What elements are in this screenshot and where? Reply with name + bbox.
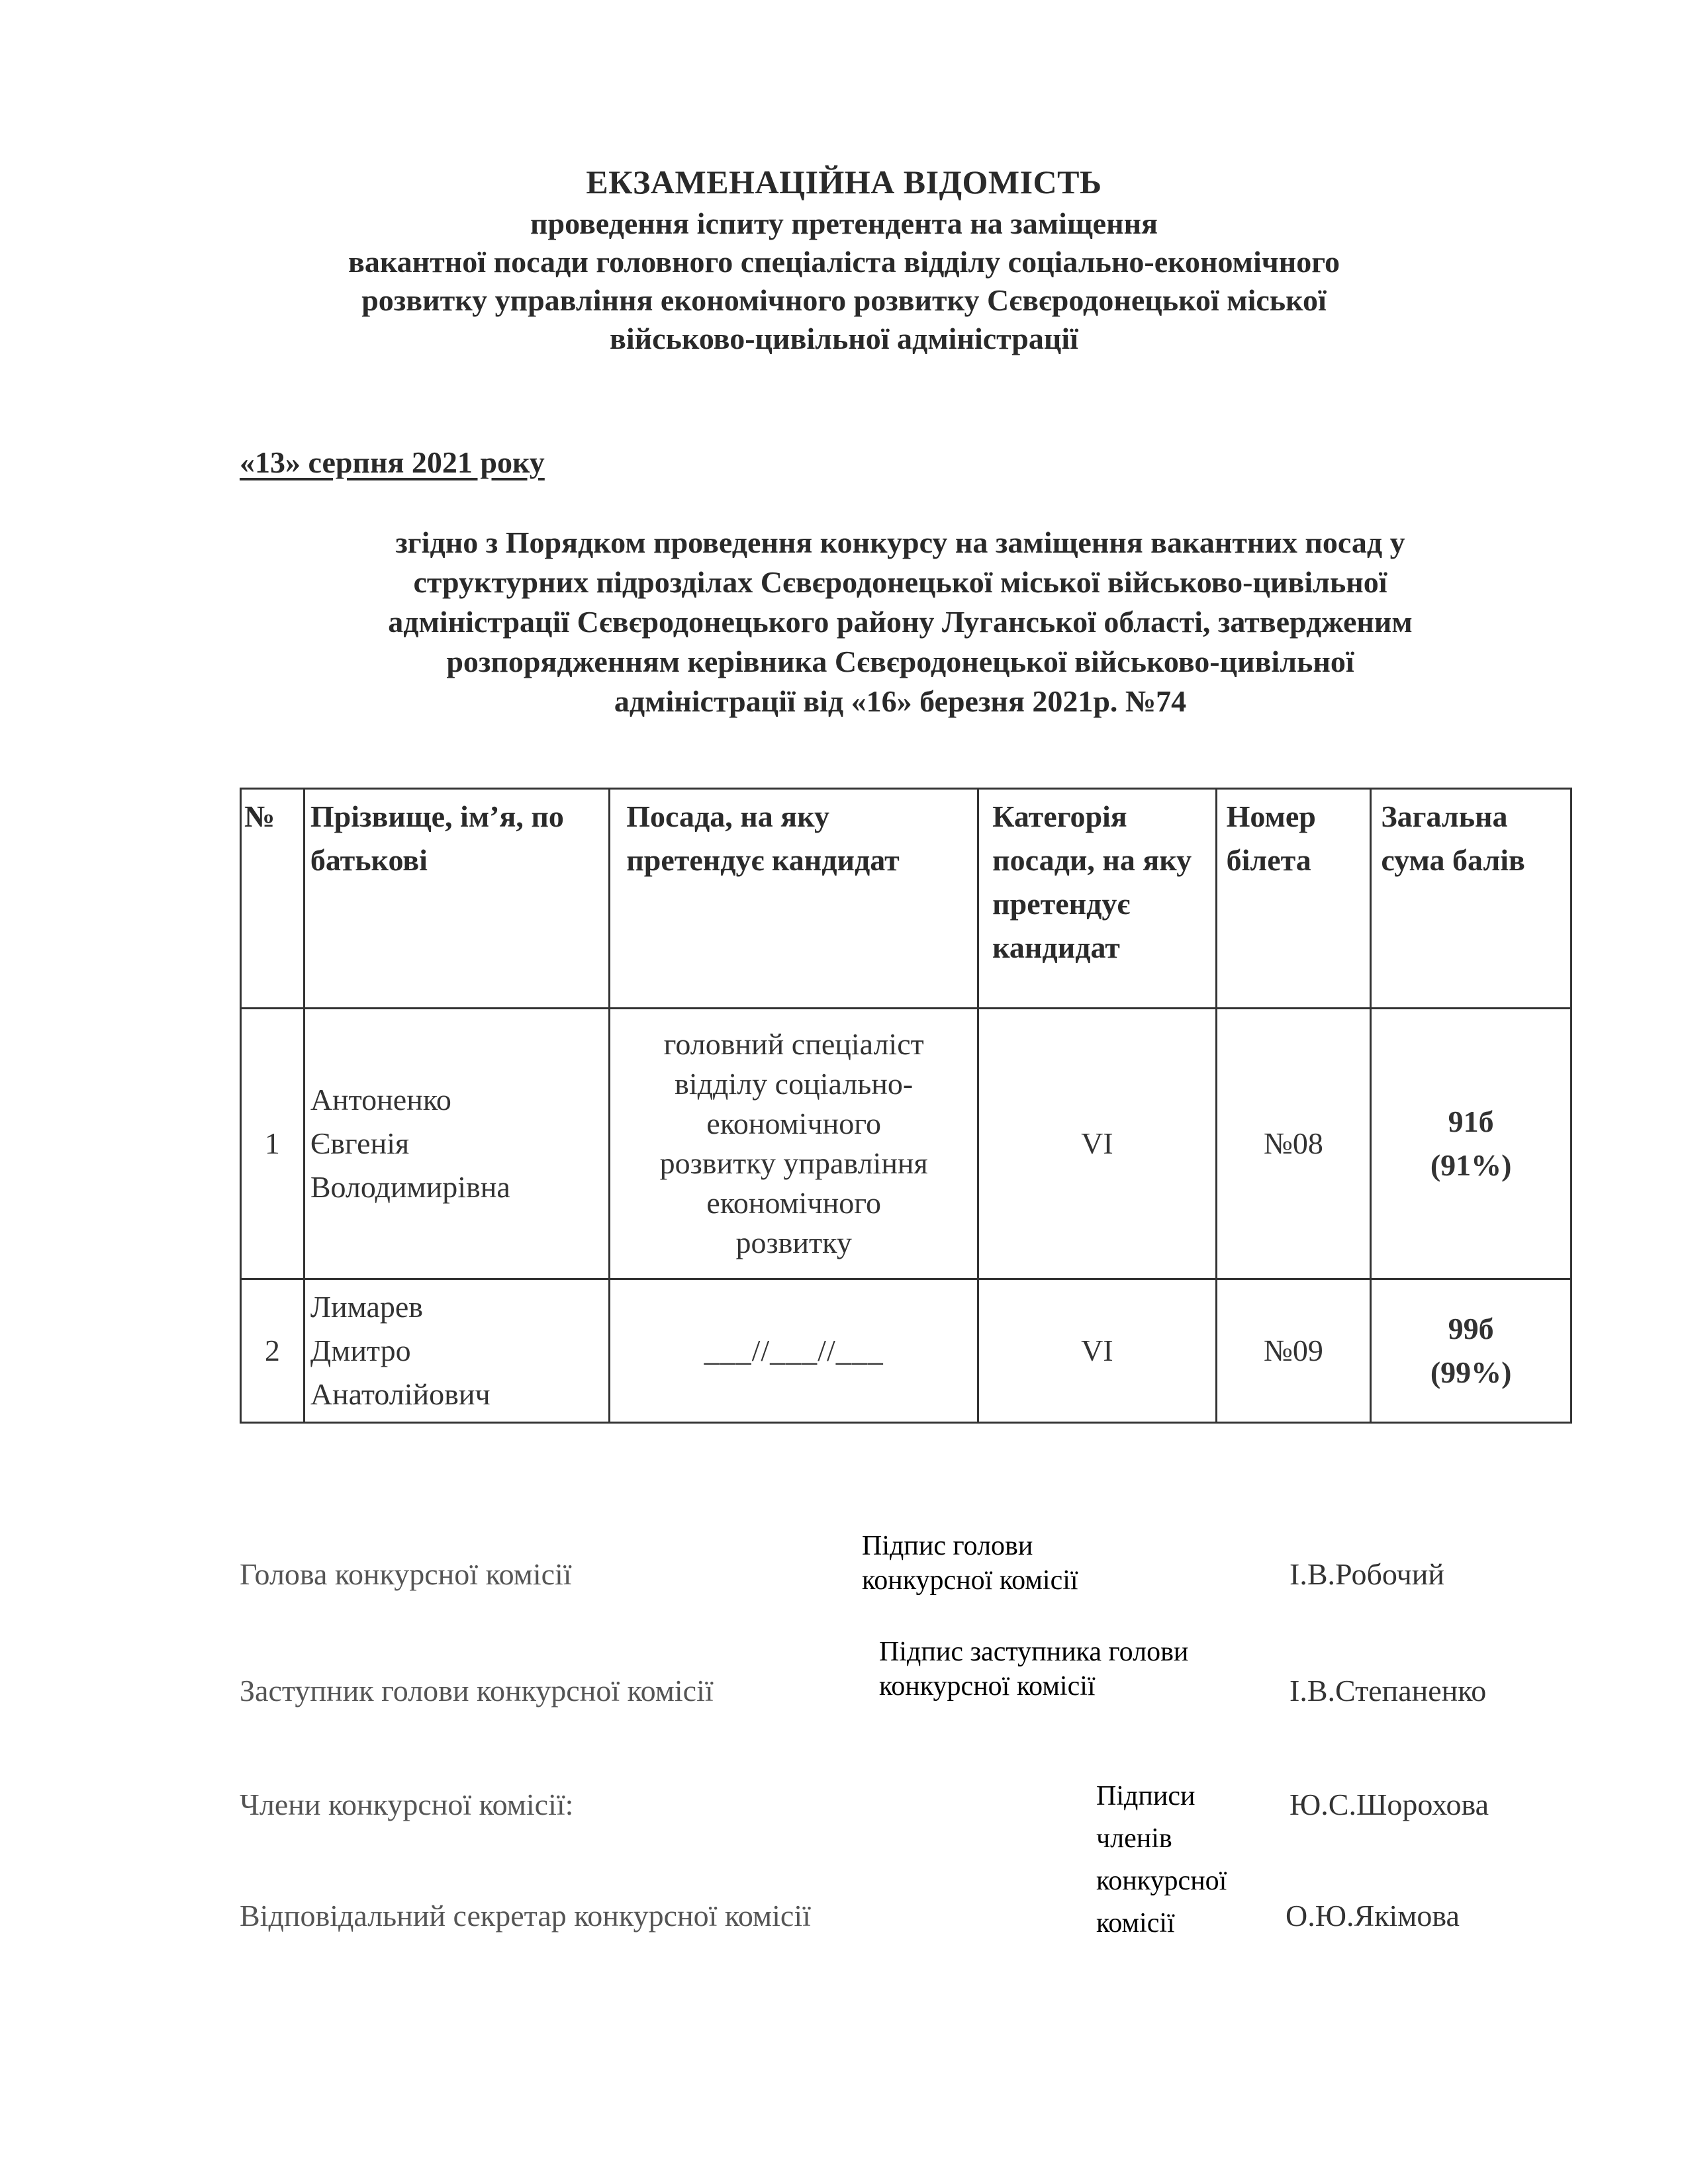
position-line: економічного	[706, 1107, 881, 1140]
subtitle-line: військово-цивільної адміністрації	[610, 322, 1078, 355]
score-points: 91б	[1448, 1105, 1494, 1138]
cell-category: VI	[978, 1279, 1217, 1423]
header-number: №	[241, 789, 305, 1009]
signature-name-deputy: І.В.Степаненко	[1289, 1674, 1487, 1707]
cell-position	[610, 1009, 978, 1279]
caption-line: комісії	[1096, 1908, 1175, 1938]
basis-line: адміністрації Сєвєродонецького району Луганської області, затвердженим	[388, 605, 1413, 639]
name-line: Лимарев	[310, 1290, 423, 1324]
signature-caption-members	[1096, 1775, 1227, 1944]
table-row	[241, 1279, 1571, 1423]
header-position: Посада, на яку претендує кандидат	[610, 789, 978, 1009]
position-line: розвитку управління	[659, 1146, 928, 1180]
basis-line: згідно з Порядком проведення конкурсу на заміщення вакантних посад у	[395, 525, 1405, 559]
document-title: ЕКЗАМЕНАЦІЙНА ВІДОМІСТЬ	[586, 163, 1102, 201]
cell-full-name	[304, 1009, 609, 1279]
signature-role-secretary: Відповідальний секретар конкурсної комісії	[240, 1899, 811, 1933]
name-line: Антоненко	[310, 1083, 451, 1116]
signature-role-chair: Голова конкурсної комісії	[240, 1557, 572, 1591]
table-header-row	[241, 789, 1571, 1009]
document-heading	[199, 162, 1489, 358]
cell-total-score	[1371, 1279, 1571, 1423]
position-line: ___//___//___	[704, 1334, 884, 1367]
header-full-name: Прізвище, ім’я, по батькові	[304, 789, 609, 1009]
name-line: Євгенія	[310, 1126, 410, 1160]
name-line: Володимирівна	[310, 1170, 510, 1204]
name-line: Дмитро	[310, 1334, 411, 1367]
cell-category: VI	[978, 1009, 1217, 1279]
cell-ticket: №09	[1216, 1279, 1371, 1423]
exam-date: «13» серпня 2021 року	[240, 445, 545, 479]
cell-ticket: №08	[1216, 1009, 1371, 1279]
name-line: Анатолійович	[310, 1377, 491, 1411]
legal-basis	[225, 523, 1575, 721]
caption-line: Підпис заступника голови	[879, 1637, 1189, 1667]
signature-role-deputy: Заступник голови конкурсної комісії	[240, 1674, 714, 1707]
cell-number: 2	[241, 1279, 305, 1423]
header-category: Категорія посади, на яку претендує кандидат	[978, 789, 1217, 1009]
basis-line: структурних підрозділах Сєвєродонецької міської військово-цивільної	[413, 565, 1387, 599]
position-line: головний спеціаліст	[663, 1027, 924, 1061]
score-percent: (91%)	[1430, 1148, 1512, 1182]
cell-number: 1	[241, 1009, 305, 1279]
signature-role-members: Члени конкурсної комісії:	[240, 1788, 574, 1821]
caption-line: Підпис голови	[862, 1531, 1033, 1561]
caption-line: конкурсної комісії	[862, 1565, 1078, 1596]
cell-full-name	[304, 1279, 609, 1423]
signature-name-member: Ю.С.Шорохова	[1289, 1788, 1489, 1821]
score-percent: (99%)	[1430, 1355, 1512, 1389]
position-line: відділу соціально-	[675, 1067, 914, 1101]
cell-total-score	[1371, 1009, 1571, 1279]
position-line: економічного	[706, 1186, 881, 1220]
cell-position	[610, 1279, 978, 1423]
subtitle-line: вакантної посади головного спеціаліста відділу соціально-економічного	[348, 245, 1340, 279]
document-subtitle	[199, 205, 1489, 358]
position-line: розвитку	[735, 1226, 852, 1259]
header-total-score: Загальна сума балів	[1371, 789, 1571, 1009]
caption-line: Підписи	[1096, 1781, 1196, 1811]
table-row	[241, 1009, 1571, 1279]
results-table	[240, 788, 1572, 1424]
subtitle-line: розвитку управління економічного розвитку Сєвєродонецької міської	[361, 283, 1327, 317]
caption-line: членів	[1096, 1823, 1172, 1854]
header-ticket-number: Номер білета	[1216, 789, 1371, 1009]
signature-name-chair: І.В.Робочий	[1289, 1557, 1445, 1591]
score-points: 99б	[1448, 1312, 1494, 1345]
caption-line: конкурсної	[1096, 1866, 1227, 1896]
signature-name-secretary: О.Ю.Якімова	[1286, 1899, 1460, 1933]
subtitle-line: проведення іспиту претендента на заміщення	[530, 206, 1158, 240]
basis-line: адміністрації від «16» березня 2021р. №74	[614, 684, 1187, 718]
signature-caption-chair	[862, 1529, 1078, 1598]
signature-caption-deputy	[879, 1635, 1188, 1704]
caption-line: конкурсної комісії	[879, 1671, 1096, 1702]
basis-line: розпорядженням керівника Сєвєродонецької військово-цивільної	[446, 645, 1354, 678]
